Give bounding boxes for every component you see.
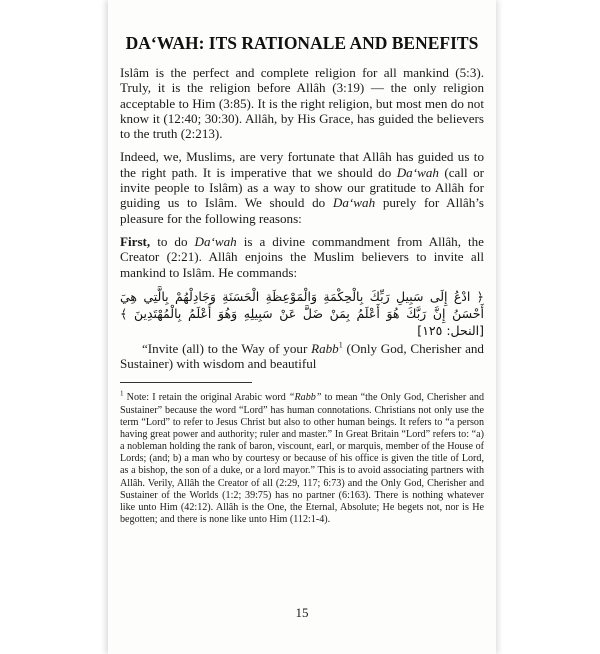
term-dawah: Da‘wah [332, 195, 376, 211]
footnote-text-b: to mean “the Only God, Cherisher and Sustainer” because the word “Lord” has human connotations. Christians not only use the term “Lord” to refer to Jesus Christ but also to other human beings. It refers to “a person having great power and authority; ruler and master.” In Great Britain “Lord” refers to: “a) a nobleman holding the rank of baron, viscount, earl, or marquis, member of the House of Lords; (and; b) a man who by courtesy or because of his office is given the title of Lord, as a bishop, the son of a duke, or a lord mayor.” This is to avoid associating partners with Allâh. Verily, Allâh the Creator of all (2:29, 117; 6:73) and the Only God, Cherisher and Sustainer of the Worlds (1:2; 39:75) has no partner (6:163). There is nothing whatever like unto Him (42:12). Allâh is the One, the Eternal, Absolute; He begets not, nor is He begotten; and there is none like unto Him (112:1-4). [120, 392, 484, 526]
chapter-title: DA‘WAH: ITS RATIONALE AND BENEFITS [125, 33, 479, 53]
term-dawah: Da‘wah [396, 164, 439, 180]
book-page [108, 0, 496, 654]
paragraph-3-text-b: is a divine commandment from Allâh, the Creator (2:21). Allâh enjoins the Muslim believers to invite all mankind to Islâm. He commands: [120, 233, 484, 280]
footnote-term-rabb: “Rabb” [288, 392, 322, 404]
footnote-marker: 1 [120, 390, 124, 399]
paragraph-2-text-a: Indeed, we, Muslims, are very fortunate that Allâh has guided us to the right path. It is imperative that we should do [120, 149, 484, 180]
term-rabb: Rabb [311, 340, 339, 356]
paragraph-3-lead: First, [120, 233, 151, 249]
footnote-text-a: Note: I retain the original Arabic word [123, 392, 289, 404]
paragraph-1: Islâm is the perfect and complete religion for all mankind (5:3). Truly, it is the religion before Allâh (3:19) — the only religion acceptable to Him (3:85). It is the right religion, but most men do not know it (12:40; 30:30). Allâh, by His Grace, has guided the believers to the truth (2:213). [120, 65, 484, 142]
page-content [120, 34, 484, 526]
arabic-verse: ﴿ ادْعُ إِلَى سَبِيلِ رَبِّكَ بِالْحِكْمَةِ وَالْمَوْعِظَةِ الْحَسَنَةِ وَجَادِلْهُمْ بِالَّتِي هِيَ أَحْسَنُ إِنَّ رَبَّكَ هُوَ أَعْلَمُ بِمَنْ ضَلَّ عَنْ سَبِيلِهِ وَهُوَ أَعْلَمُ بِالْمُهْتَدِينَ ﴾ [النحل: ١٢٥] [120, 288, 484, 338]
paragraph-2 [120, 149, 484, 225]
translation-text-b: (Only God, Cherisher and Sustainer) with wisdom and beautiful [120, 340, 484, 372]
translation-text-a: “Invite (all) to the Way of your [142, 340, 312, 356]
footnote [120, 392, 484, 526]
footnote-ref: 1 [338, 340, 343, 350]
verse-translation [120, 341, 484, 372]
term-dawah: Da‘wah [194, 233, 237, 249]
paragraph-3-text-a: to do [150, 233, 195, 249]
paragraph-2-text-b: (call or invite people to Islâm) as a way to show our gratitude to Allâh for guiding us to Islâm. We should do [120, 164, 484, 211]
paragraph-3 [120, 234, 484, 280]
page-number: 15 [295, 605, 309, 620]
paragraph-2-text-c: purely for Allâh’s pleasure for the following reasons: [120, 195, 485, 226]
footnote-divider [120, 382, 252, 383]
